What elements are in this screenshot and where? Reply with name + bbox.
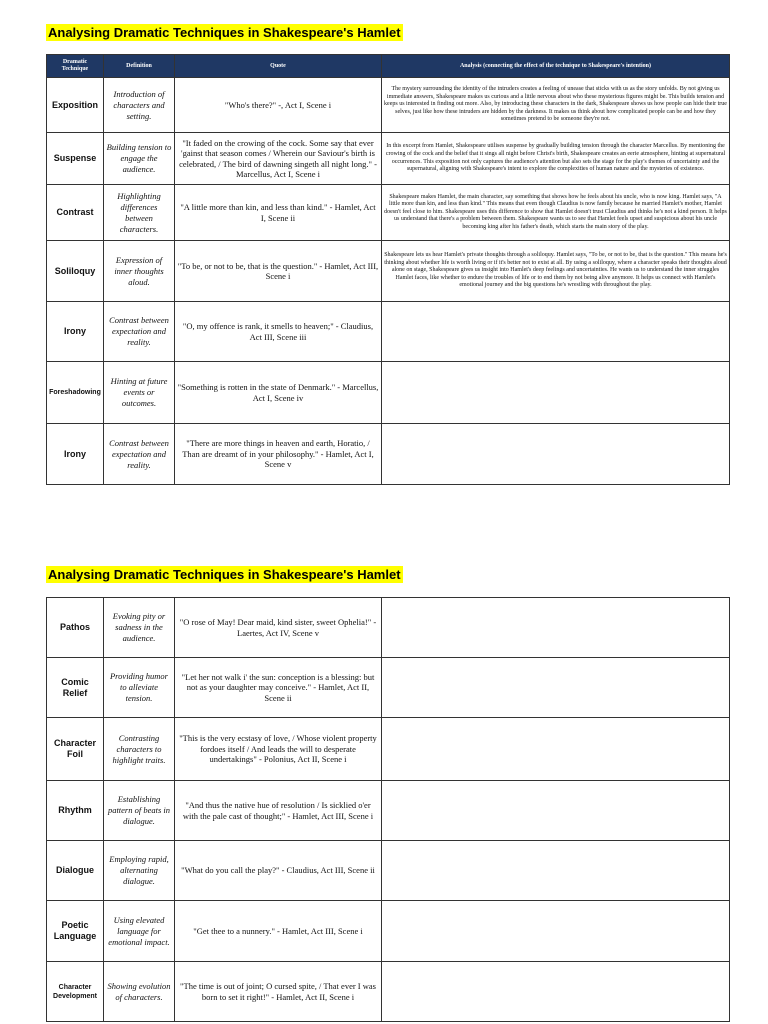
analysis-cell[interactable]: Shakespeare makes Hamlet, the main character, say something that shows how he feels about his uncle, who is now king. Hamlet says, "A little more than kin, and less than kind." This means that even though Claudius is now family because he married Hamlet's mother, Hamlet doesn't feel close to him. Shakespeare uses this difference to show that Hamlet doesn't trust Claudius and thinks he's not a kind person. It helps us understand that there's a problem between them. Shakespeare wants us to see that Hamlet feels upset and suspicious about his uncle becoming king after his father's death, which starts the main story of the play. [382,185,730,241]
table-row [47,962,730,1022]
analysis-cell[interactable] [382,424,730,485]
definition-cell: Expression of inner thoughts aloud. [104,241,175,302]
table-header-row [47,55,730,78]
definition-cell: Hinting at future events or outcomes. [104,362,175,424]
quote-cell: "The time is out of joint; O cursed spite, / That ever I was born to set it right!" - Hamlet, Act II, Scene i [175,962,382,1022]
definition-cell: Employing rapid, alternating dialogue. [104,841,175,901]
analysis-cell[interactable] [382,901,730,962]
column-header-definition: Definition [104,55,175,78]
table-row [47,302,730,362]
table-row [47,598,730,658]
table-row [47,362,730,424]
column-header-quote: Quote [175,55,382,78]
analysis-cell[interactable] [382,362,730,424]
definition-cell: Providing humor to alleviate tension. [104,658,175,718]
techniques-table [46,54,730,485]
table-row [47,133,730,185]
quote-cell: "To be, or not to be, that is the question." - Hamlet, Act III, Scene i [175,241,382,302]
quote-cell: "Who's there?" -, Act I, Scene i [175,78,382,133]
technique-cell: Poetic Language [47,901,104,962]
quote-cell: "Let her not walk i' the sun: conception is a blessing: but not as your daughter may conceive." - Hamlet, Act II, Scene ii [175,658,382,718]
analysis-cell[interactable] [382,781,730,841]
technique-cell: Character Foil [47,718,104,781]
page-title: Analysing Dramatic Techniques in Shakespeare's Hamlet [48,567,401,582]
definition-cell: Contrasting characters to highlight traits. [104,718,175,781]
technique-cell: Dialogue [47,841,104,901]
technique-cell: Comic Relief [47,658,104,718]
table-row [47,658,730,718]
quote-cell: "Get thee to a nunnery." - Hamlet, Act III, Scene i [175,901,382,962]
analysis-cell[interactable] [382,841,730,901]
quote-cell: "What do you call the play?" - Claudius, Act III, Scene ii [175,841,382,901]
quote-cell: "A little more than kin, and less than kind." - Hamlet, Act I, Scene ii [175,185,382,241]
table-row [47,781,730,841]
analysis-cell[interactable] [382,718,730,781]
technique-cell: Contrast [47,185,104,241]
analysis-cell[interactable] [382,658,730,718]
technique-cell: Irony [47,302,104,362]
column-header-analysis: Analysis (connecting the effect of the technique to Shakespeare's intention) [382,55,730,78]
quote-cell: "It faded on the crowing of the cock. Some say that ever 'gainst that season comes / Wherein our Saviour's birth is celebrated, / The bird of dawning singeth all night long." - Marcellus, Act I, Scene i [175,133,382,185]
table-row [47,185,730,241]
analysis-cell[interactable] [382,962,730,1022]
analysis-cell[interactable]: In this excerpt from Hamlet, Shakespeare utilises suspense by gradually building tension through the character Marcellus. By mentioning the crowing of the cock and the belief that it sings all night before Christ's birth, Shakespeare creates an eerie atmosphere, hinting at supernatural occurrences. This exposition not only captures the audience's attention but also sets the stage for the play's themes of uncertainty and the supernatural, aligning with Shakespeare's intent to explore the complexities of human nature and the mysteries of existence. [382,133,730,185]
quote-cell: "This is the very ecstasy of love, / Whose violent property fordoes itself / And leads the will to desperate undertakings" - Polonius, Act II, Scene i [175,718,382,781]
definition-cell: Showing evolution of characters. [104,962,175,1022]
technique-cell: Soliloquy [47,241,104,302]
analysis-cell[interactable] [382,302,730,362]
technique-cell: Rhythm [47,781,104,841]
table-row [47,424,730,485]
quote-cell: "O, my offence is rank, it smells to heaven;" - Claudius, Act III, Scene iii [175,302,382,362]
page-title: Analysing Dramatic Techniques in Shakespeare's Hamlet [48,25,401,40]
column-header-technique: Dramatic Technique [47,55,104,78]
definition-cell: Establishing pattern of beats in dialogue. [104,781,175,841]
quote-cell: "And thus the native hue of resolution / Is sicklied o'er with the pale cast of thought;" - Hamlet, Act III, Scene i [175,781,382,841]
techniques-table [46,597,730,1022]
technique-cell: Suspense [47,133,104,185]
quote-cell: "There are more things in heaven and earth, Horatio, / Than are dreamt of in your philosophy." - Hamlet, Act I, Scene v [175,424,382,485]
technique-cell: Irony [47,424,104,485]
technique-cell: Foreshadowing [47,362,104,424]
technique-cell: Exposition [47,78,104,133]
definition-cell: Highlighting differences between characters. [104,185,175,241]
table-row [47,718,730,781]
table-row [47,841,730,901]
definition-cell: Contrast between expectation and reality. [104,302,175,362]
analysis-cell[interactable] [382,598,730,658]
table-row [47,901,730,962]
definition-cell: Introduction of characters and setting. [104,78,175,133]
definition-cell: Building tension to engage the audience. [104,133,175,185]
definition-cell: Contrast between expectation and reality. [104,424,175,485]
quote-cell: "Something is rotten in the state of Denmark." - Marcellus, Act I, Scene iv [175,362,382,424]
table-row [47,241,730,302]
table-row [47,78,730,133]
definition-cell: Using elevated language for emotional impact. [104,901,175,962]
analysis-cell[interactable]: The mystery surrounding the identity of the intruders creates a feeling of unease that sticks with us as the story unfolds. By not giving us immediate answers, Shakespeare makes us curious and a little nervous about who these mysterious figures might be. This builds tension and keeps us interested in finding out more. Also, by introducing these characters in the dark, Shakespeare shows us how people can hide their true selves, just like how these intruders are hidden by the darkness. It makes us think about how complicated people can be and how they sometimes pretend to be someone they're not. [382,78,730,133]
analysis-cell[interactable]: Shakespeare lets us hear Hamlet's private thoughts through a soliloquy. Hamlet says, "To be, or not to be, that is the question." This means he's thinking about whether life is worth living or if it's better not to exist at all. By using a soliloquy, where a character speaks their thoughts aloud alone on stage, Shakespeare gives us insight into Hamlet's deep feelings and uncertainties. He wants us to understand the inner struggles Hamlet faces, like whether to endure the troubles of life or to end them by not being alive anymore. It helps us connect with Hamlet's emotional journey and the big questions he's wrestling with throughout the play. [382,241,730,302]
quote-cell: "O rose of May! Dear maid, kind sister, sweet Ophelia!" - Laertes, Act IV, Scene v [175,598,382,658]
definition-cell: Evoking pity or sadness in the audience. [104,598,175,658]
technique-cell: Pathos [47,598,104,658]
technique-cell: Character Development [47,962,104,1022]
